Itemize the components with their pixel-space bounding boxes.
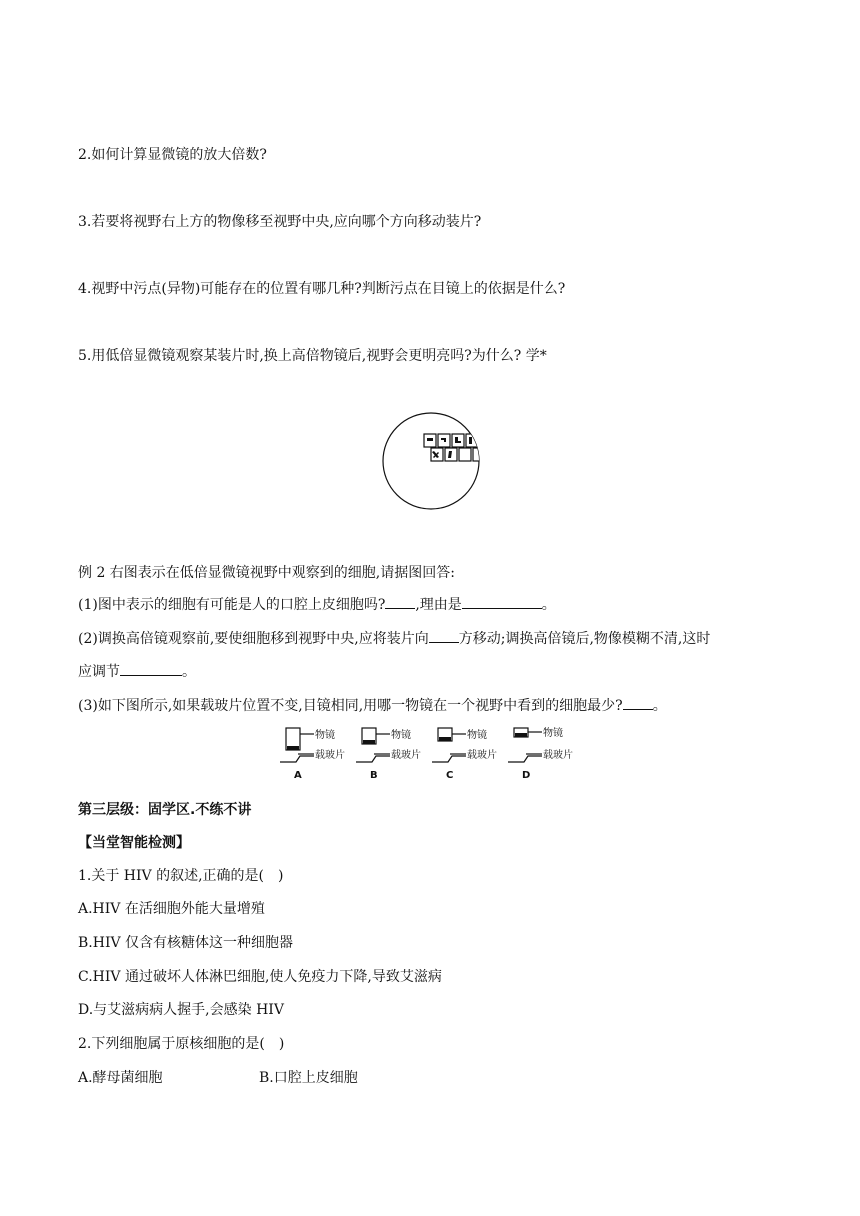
part-3-text-b: 。	[652, 698, 667, 714]
answer-blank[interactable]	[462, 594, 542, 609]
part-1-text-a: (1)图中表示的细胞有可能是人的口腔上皮细胞吗?	[78, 597, 386, 613]
slide-label: 载玻片	[543, 750, 573, 761]
question-3: 3.若要将视野右上方的物像移至视野中央,应向哪个方向移动装片?	[78, 214, 482, 230]
question-4: 4.视野中污点(异物)可能存在的位置有哪几种?判断污点在目镜上的依据是什么?	[78, 281, 566, 297]
answer-blank[interactable]	[429, 628, 459, 643]
test-q1-option-a: A.HIV 在活细胞外能大量增殖	[78, 901, 265, 917]
example-2-intro: 例 2 右图表示在低倍显微镜视野中观察到的细胞,请据图回答:	[78, 565, 455, 581]
test-q1-option-c: C.HIV 通过破坏人体淋巴细胞,使人免疫力下降,导致艾滋病	[78, 969, 442, 985]
objective-label: 物镜	[467, 730, 487, 741]
cell	[473, 448, 484, 461]
part-2-text-a: (2)调换高倍镜观察前,要使细胞移到视野中央,应将装片向	[78, 631, 429, 647]
example-2-part-2	[78, 628, 710, 649]
section-subtitle: 【当堂智能检测】	[78, 835, 190, 851]
slide-label: 载玻片	[391, 750, 421, 761]
option-label-C: C	[446, 770, 454, 781]
question-2: 2.如何计算显微镜的放大倍数?	[78, 147, 267, 163]
slide-label: 载玻片	[315, 750, 345, 761]
example-2-part-3	[78, 695, 667, 716]
part-1-text-b: ,理由是	[415, 597, 462, 613]
slide-label: 载玻片	[467, 750, 497, 761]
part-2-text-d: 。	[182, 664, 196, 680]
option-label-B: B	[370, 770, 378, 781]
test-q1-option-b: B.HIV 仅含有核糖体这一种细胞器	[78, 935, 294, 951]
option-label-A: A	[294, 770, 302, 781]
part-3-text-a: (3)如下图所示,如果载玻片位置不变,目镜相同,用哪一物镜在一个视野中看到的细胞最少?	[78, 698, 623, 714]
objective-label: 物镜	[391, 730, 411, 741]
answer-blank[interactable]	[623, 695, 653, 710]
test-q1-option-d: D.与艾滋病病人握手,会感染 HIV	[78, 1002, 284, 1018]
test-q2-option-b: B.口腔上皮细胞	[259, 1070, 358, 1086]
test-q2-option-a: A.酵母菌细胞	[78, 1070, 163, 1086]
answer-blank[interactable]	[385, 594, 415, 609]
part-1-text-c: 。	[541, 597, 556, 613]
cell	[459, 448, 471, 461]
question-5: 5.用低倍显微镜观察某装片时,换上高倍物镜后,视野会更明亮吗?为什么? 学*	[78, 348, 547, 364]
example-2-part-1	[78, 594, 556, 615]
test-q2-options	[78, 1068, 358, 1088]
test-question-1: 1.关于 HIV 的叙述,正确的是( )	[78, 868, 284, 884]
answer-blank[interactable]	[120, 661, 182, 676]
example-2-part-2-cont	[78, 661, 196, 682]
test-question-2: 2.下列细胞属于原核细胞的是( )	[78, 1036, 285, 1052]
option-label-D: D	[522, 770, 531, 781]
objective-label: 物镜	[315, 730, 335, 741]
objective-label: 物镜	[543, 728, 563, 739]
objective-lens-figure	[278, 724, 582, 784]
part-2-text-b: 方移动;调换高倍镜后,物像模糊不清,这时	[458, 631, 711, 647]
part-2-text-c: 应调节	[78, 664, 120, 680]
section-title: 第三层级：固学区.不练不讲	[78, 802, 252, 818]
microscope-field-figure	[380, 410, 484, 514]
